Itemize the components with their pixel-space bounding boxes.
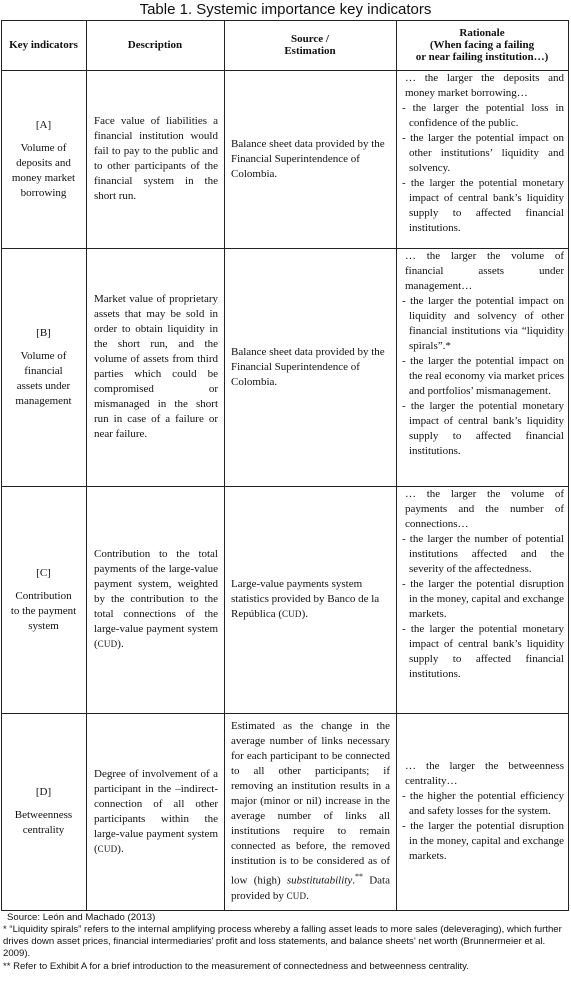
row-c-indicator bbox=[1, 486, 86, 713]
table-title: Table 1. Systemic importance key indicators bbox=[139, 1, 432, 18]
row-c-source-end: ). bbox=[301, 608, 309, 620]
row-d-source-tail: Data provided by bbox=[231, 874, 390, 902]
header-description-label: Description bbox=[127, 39, 183, 51]
row-d-letter: [D] bbox=[35, 786, 52, 798]
footnote-liquidity-spirals: * “Liquidity spirals” refers to the internal amplifying process whereby a falling asset leads to more sales (deleveraging), which further drives down asset prices, financial intermediaries’ profit and loss statements, and balance sheets’ net worth (Brunnermeier et al. 2009). bbox=[3, 924, 562, 959]
header-rationale bbox=[396, 20, 568, 70]
row-a-rationale bbox=[396, 70, 568, 248]
row-d-indicator bbox=[1, 713, 86, 910]
row-b-name-line: management bbox=[15, 394, 72, 407]
row-c-rationale-bullet: - the larger the number of potential institutions affected and the severity of the affectedness. bbox=[402, 533, 564, 575]
row-a-rationale-bullet: - the larger the potential impact on other institutions’ liquidity and solvency. bbox=[402, 132, 564, 174]
row-b-description bbox=[86, 248, 224, 486]
row-d-rationale-bullet: - the larger the potential disruption in the money, capital and exchange markets. bbox=[402, 820, 564, 862]
row-c-rationale-lead: … the larger the volume of payments and the number of connections… bbox=[405, 488, 564, 530]
source-note: Source: León and Machado (2013) bbox=[7, 912, 156, 923]
row-d-source-period: . bbox=[352, 874, 355, 887]
indicators-table bbox=[1, 20, 569, 910]
cud-abbrev: CUD bbox=[286, 890, 307, 901]
row-a-name-line: money market bbox=[11, 171, 76, 184]
row-d-source-text bbox=[231, 719, 390, 904]
cud-abbrev: CUD bbox=[97, 639, 118, 649]
row-a-name-line: Volume of bbox=[20, 141, 67, 154]
header-source-line-1: Source / bbox=[291, 33, 329, 45]
substitutability-term: substitutability bbox=[286, 874, 353, 887]
row-b-rationale-bullet: - the larger the potential impact on the real economy via market prices and portfolios’ mismanagement. bbox=[402, 355, 564, 397]
row-d-name-line: Betweenness bbox=[14, 809, 73, 821]
table-bottom-rule bbox=[1, 910, 569, 911]
header-source-line-2: Estimation bbox=[284, 45, 336, 57]
row-a-description-text: Face value of liabilities a financial institution would fail to pay to the public and to other participants of the financial system in the short run. bbox=[94, 115, 218, 202]
row-c-name-line: Contribution bbox=[15, 589, 72, 602]
row-a-letter: [A] bbox=[35, 118, 52, 131]
header-key-label: Key indicators bbox=[9, 39, 78, 51]
row-d-name-line: centrality bbox=[22, 824, 65, 836]
row-b-rationale-bullet: - the larger the potential impact on liquidity and solvency of other financial institutions via “liquidity spirals”.* bbox=[402, 295, 564, 352]
row-b-name-line: assets under bbox=[16, 379, 71, 392]
row-d-source-end: . bbox=[306, 889, 309, 902]
row-b-indicator bbox=[1, 248, 86, 486]
row-b-source-text: Balance sheet data provided by the Financial Superintendence of Colombia. bbox=[231, 345, 385, 388]
table-right-rule bbox=[568, 20, 569, 910]
row-b-rationale-bullet: - the larger the potential monetary impact of central bank’s liquidity supply to affected financial institutions. bbox=[402, 400, 564, 457]
row-d-description bbox=[86, 713, 224, 910]
row-d-source bbox=[224, 713, 396, 910]
row-c-name-line: to the payment bbox=[10, 604, 77, 617]
header-rationale-line-3: or near failing institution…) bbox=[415, 51, 549, 63]
row-c-rationale-bullet: - the larger the potential disruption in the money, capital and exchange markets. bbox=[402, 578, 564, 620]
cud-abbrev: CUD bbox=[282, 609, 302, 619]
row-d-rationale-bullet: - the higher the potential efficiency and safety losses for the system. bbox=[402, 790, 564, 817]
row-a-source-text: Balance sheet data provided by the Financial Superintendence of Colombia. bbox=[231, 137, 385, 180]
row-b-source bbox=[224, 248, 396, 486]
row-c-source-body: Large-value payments system statistics provided by Banco de la República ( bbox=[231, 578, 380, 620]
header-description bbox=[86, 20, 224, 70]
row-a-rationale-bullet: - the larger the potential loss in confidence of the public. bbox=[402, 102, 564, 129]
header-key-indicators bbox=[1, 20, 86, 70]
row-b-rationale bbox=[396, 248, 568, 486]
header-rationale-line-2: (When facing a failing bbox=[429, 39, 535, 51]
row-c-description-body: Contribution to the total payments of the large-value payment system, weighted by the contribution to the total connections of the large-value payment system ( bbox=[94, 548, 218, 650]
row-d-description-body: Degree of involvement of a participant in the –indirect- connection of all other participants within the large-value payment system ( bbox=[94, 767, 218, 855]
row-d-description-end: ). bbox=[117, 842, 124, 855]
row-a-name-line: borrowing bbox=[20, 186, 67, 199]
row-d-rationale-lead: … the larger the betweenness centrality… bbox=[405, 760, 564, 787]
row-c-description-end: ). bbox=[117, 638, 124, 650]
row-c-rationale bbox=[396, 486, 568, 713]
row-b-rationale-lead: … the larger the volume of financial assets under management… bbox=[405, 250, 564, 292]
header-rationale-line-1: Rationale bbox=[459, 27, 505, 39]
row-d-rationale bbox=[396, 713, 568, 910]
row-a-name-line: deposits and bbox=[16, 156, 71, 169]
row-c-description bbox=[86, 486, 224, 713]
row-b-letter: [B] bbox=[36, 326, 51, 339]
row-a-source bbox=[224, 70, 396, 248]
row-c-name-line: system bbox=[28, 619, 59, 632]
row-d-source-body: Estimated as the change in the average number of links necessary for each participant to be connected to all other participants; if removing an institution results in a major (minor or nil) increase in the average number of links all institutions require to remain connected as before, the removed institution is to be considered as of low (high) bbox=[231, 720, 390, 887]
row-c-description-text bbox=[94, 547, 218, 652]
row-a-rationale-bullet: - the larger the potential monetary impact of central bank’s liquidity supply to affected financial institutions. bbox=[402, 177, 564, 234]
row-c-source bbox=[224, 486, 396, 713]
row-b-name-line: financial bbox=[24, 364, 63, 377]
row-d-description-text bbox=[94, 767, 218, 857]
row-a-description bbox=[86, 70, 224, 248]
row-b-name-line: Volume of bbox=[20, 349, 67, 362]
footnote-exhibit-a: ** Refer to Exhibit A for a brief introduction to the measurement of connectedness and betweenness centrality. bbox=[3, 961, 469, 972]
header-source bbox=[224, 20, 396, 70]
row-c-letter: [C] bbox=[36, 566, 51, 579]
row-a-rationale-lead: … the larger the deposits and money market borrowing… bbox=[405, 72, 564, 99]
row-b-description-text: Market value of proprietary assets that may be sold in order to obtain liquidity in the short run, and the volume of assets from third parties which could be compromised or mismanaged in the short run in case of a failure or near failure. bbox=[94, 293, 218, 440]
cud-abbrev: CUD bbox=[97, 843, 118, 854]
footnote-marker: ** bbox=[355, 872, 363, 882]
row-c-source-text bbox=[231, 577, 392, 622]
row-a-indicator bbox=[1, 70, 86, 248]
row-c-rationale-bullet: - the larger the potential monetary impact of central bank’s liquidity supply to affected financial institutions. bbox=[402, 623, 564, 680]
